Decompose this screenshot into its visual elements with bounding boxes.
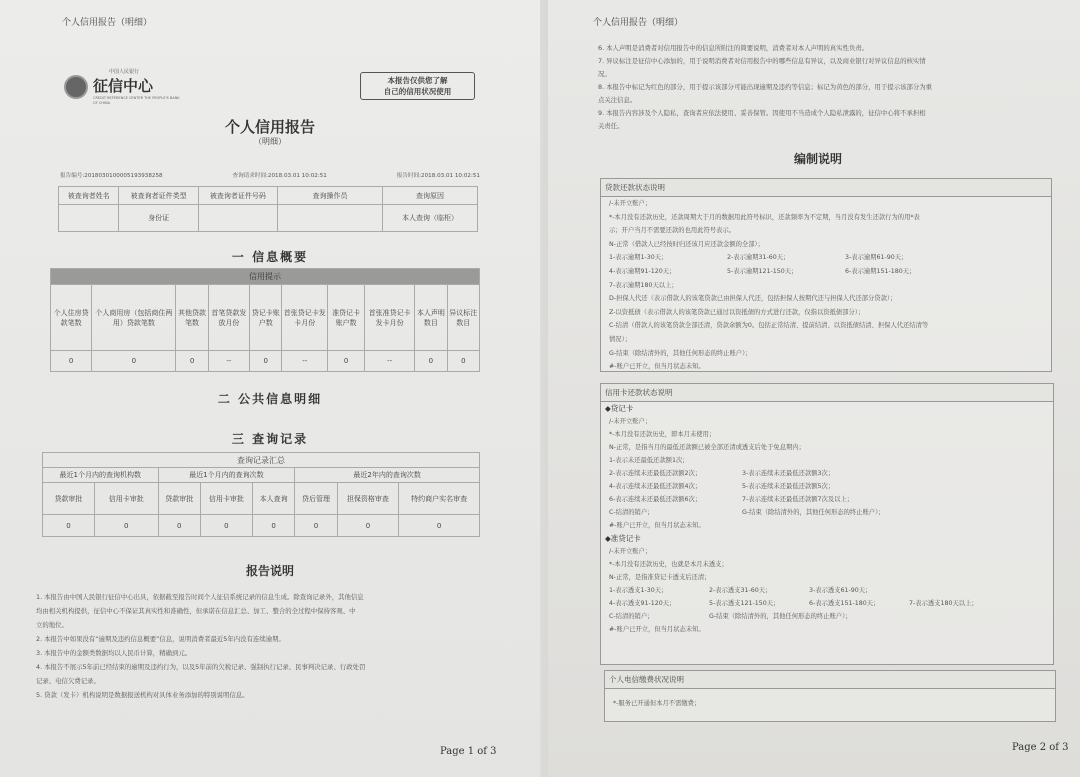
table-cell — [198, 205, 277, 232]
table-header: 查询原因 — [383, 187, 478, 205]
table-cell: 0 — [252, 515, 294, 537]
report-notes — [598, 42, 932, 133]
query-time: 查询请求时间:2018.03.01 10:02:51 — [232, 173, 327, 179]
table-header: 特约商户实名审查 — [399, 483, 480, 515]
status-code: 5-表示透支121-150天； — [709, 600, 780, 607]
stamp-line: 自己的信用状况使用 — [383, 87, 452, 96]
status-code: 7-表示连续未还最低还款额7次及以上； — [742, 496, 854, 503]
table-header: 贷款审批 — [43, 483, 95, 515]
status-code: 1-表示逾期1-30天； — [609, 254, 668, 262]
table-cell — [278, 205, 383, 232]
table-cell: -- — [282, 351, 328, 372]
report-title: 个人信用报告 — [224, 118, 315, 136]
box-line — [601, 480, 1053, 493]
box-line: #-账户已开立，但当月状态未知。 — [609, 626, 705, 633]
table-cell: -- — [208, 351, 249, 372]
inquiry-summary-table — [42, 452, 480, 537]
stamp-line: 本报告仅供您了解 — [387, 76, 448, 85]
table-cell: 0 — [447, 351, 479, 372]
table-cell: 0 — [399, 515, 480, 537]
table-header: 其他贷款笔数 — [176, 285, 208, 351]
note-line: 记录、电信欠费记录。 — [36, 677, 100, 685]
table-band: 查询记录汇总 — [43, 453, 480, 468]
report-number: 报告编号:2018030100005193938258 — [60, 173, 163, 179]
table-header: 本人查询 — [252, 483, 294, 515]
box-line: /-未开立账户； — [609, 200, 652, 207]
box-line: 7-表示逾期180天以上； — [609, 281, 678, 289]
table-header: 信用卡审批 — [94, 483, 158, 515]
query-info-table — [58, 186, 478, 232]
card-status-box — [600, 383, 1054, 665]
notes-title: 报告说明 — [245, 564, 294, 578]
note-line: 5. 贷款（发卡）机构说明是数据报送机构对具体业务添加的特别说明信息。 — [36, 691, 249, 699]
note-line: 8. 本报告中标记为红色的部分，用于提示该部分可能出现逾期及违约等信息；标记为黄色的部分，用于提示该部分为重 — [598, 83, 933, 91]
box-line: Z-以资抵债（表示借款人的该笔贷款已通过以资抵债的方式进行还款，仅指以资抵债部分）； — [609, 308, 865, 316]
status-code: G-结束（除结清外的，其他任何形态的终止账户）； — [709, 613, 852, 620]
note-line: 关责任。 — [598, 122, 624, 130]
subsection-title: ◆贷记卡 — [605, 404, 634, 413]
box-line: N-正常（借款人已经按时归还该月应还款金额的全部）； — [609, 240, 764, 248]
box-title: 信用卡还款状态说明 — [601, 384, 1053, 402]
note-line: 点关注信息。 — [598, 96, 637, 104]
box-title: 个人电信缴费状况说明 — [605, 671, 1055, 689]
table-cell: 0 — [92, 351, 176, 372]
note-line: 2. 本报告中如果没有“逾期及违约信息概要”信息，说明消费者最近5年内没有连续逾期。 — [36, 635, 285, 643]
status-code: G-结束（除结清外的，其他任何形态的终止账户）； — [742, 509, 885, 516]
note-line: 均由相关机构提供，征信中心不保证其真实性和准确性，但承诺在信息汇总、加工、整合的全过程中保持客观、中 — [36, 607, 356, 615]
table-header: 本人声明数目 — [415, 285, 447, 351]
status-code: 3-表示连续未还最低还款额3次； — [742, 470, 835, 477]
loan-status-box — [600, 178, 1052, 372]
table-cell: 0 — [295, 515, 337, 537]
status-code: 1-表示透支1-30天； — [609, 587, 668, 594]
table-header: 担保资格审查 — [337, 483, 399, 515]
box-line: 情况）； — [609, 335, 632, 343]
subsection-title: ◆准贷记卡 — [605, 534, 641, 543]
box-line: C-结清（借款人的该笔贷款全部还清，贷款余额为0。包括正常结清、提前结清、以资抵债结清、担保人代还结清等 — [609, 322, 929, 330]
table-header: 信用卡审批 — [200, 483, 252, 515]
status-code: 4-表示连续未还最低还款额4次； — [609, 483, 702, 490]
table-cell: 0 — [158, 515, 200, 537]
status-code: 3-表示逾期61-90天； — [845, 254, 908, 262]
compile-title: 编制说明 — [793, 152, 842, 166]
table-header: 被查询者姓名 — [59, 187, 119, 205]
table-header: 异议标注数目 — [447, 285, 479, 351]
box-line: *-本月没有还款历史，即本月未使用； — [609, 431, 716, 438]
table-cell: 0 — [200, 515, 252, 537]
credit-summary-table — [50, 268, 480, 372]
table-cell: 本人查询（临柜） — [383, 205, 478, 232]
table-band: 信用提示 — [51, 269, 480, 285]
telecom-status-box — [604, 670, 1056, 722]
note-line: 9. 本报告内容涉及个人隐私，查询者应依法使用、妥善保管。因使用不当造成个人隐私泄露的，征信中心将不承担相 — [598, 109, 926, 117]
box-line — [601, 467, 1053, 480]
table-header: 首张贷记卡发卡月份 — [282, 285, 328, 351]
box-line: #-账户已开立，但当月状态未知。 — [609, 363, 705, 371]
box-line — [601, 506, 1053, 519]
note-line: 立的地位。 — [36, 621, 68, 629]
box-line: D-担保人代还（表示借款人的该笔贷款已由担保人代还，包括担保人按期代还与担保人代还部分贷款）； — [609, 295, 897, 303]
status-code: 5-表示连续未还最低还款额5次； — [742, 483, 835, 490]
note-line: 6. 本人声明是消费者对信用报告中的信息所附注的简要说明，消费者对本人声明的真实性负责。 — [598, 44, 869, 52]
status-code: 6-表示透支151-180天； — [809, 600, 880, 607]
box-line: /-未开立账户； — [609, 418, 652, 425]
note-line: 1. 本报告由中国人民银行征信中心出具，依据截至报告时间个人征信系统记录的信息生成。除查询记录外，其他信息 — [36, 593, 364, 601]
logo-emblem-icon — [64, 75, 88, 99]
box-line — [601, 610, 1053, 623]
table-header: 个人商用房（包括商住两用）贷款笔数 — [92, 285, 176, 351]
status-code: 3-表示透支61-90天； — [809, 587, 872, 594]
box-line: N-正常，是指当月的最低还款额已被全部还清或透支后处于免息期内； — [609, 444, 805, 451]
table-cell: 0 — [250, 351, 282, 372]
table-header: 被查询者证件号码 — [198, 187, 277, 205]
table-cell: 0 — [337, 515, 399, 537]
page-header: 个人信用报告（明细） — [593, 18, 684, 28]
status-code: 2-表示透支31-60天； — [709, 587, 772, 594]
box-title: 贷款还款状态说明 — [601, 179, 1051, 197]
table-header: 查询操作员 — [278, 187, 383, 205]
logo-name: 征信中心 — [93, 77, 154, 95]
table-cell: -- — [364, 351, 414, 372]
box-line — [601, 597, 1053, 610]
note-line: 3. 本报告中的金额类数据均以人民币计算，精确到元。 — [36, 649, 192, 657]
section-title: 一 信息概要 — [231, 250, 309, 264]
table-cell — [59, 205, 119, 232]
box-line: 示；开户当月不需要还款的也用此符号表示。 — [609, 227, 735, 235]
table-cell: 0 — [176, 351, 208, 372]
status-code: 2-表示逾期31-60天； — [727, 254, 790, 262]
logo-small-text: 中国人民银行 — [109, 69, 140, 75]
table-cell: 0 — [51, 351, 92, 372]
note-line: 况。 — [598, 70, 611, 78]
box-line: *-本月没有还款历史，也就是本月未透支； — [609, 561, 728, 568]
status-code: 4-表示透支91-120天； — [609, 600, 676, 607]
box-line: 1-表示未还最低还款额1次； — [609, 457, 689, 464]
status-code: C-结清的销户； — [609, 509, 654, 516]
box-line: *-服务已开通但本月不需缴费； — [613, 700, 701, 707]
box-line: /-未开立账户； — [609, 548, 652, 555]
status-code: 7-表示透支180天以上； — [909, 600, 978, 607]
table-header: 首张准贷记卡发卡月份 — [364, 285, 414, 351]
section-title: 二 公共信息明细 — [217, 392, 323, 406]
status-code: 6-表示逾期151-180天； — [845, 267, 916, 275]
table-header: 准贷记卡账户数 — [328, 285, 365, 351]
status-code: 2-表示连续未还最低还款额2次； — [609, 470, 702, 477]
page-number: Page 2 of 3 — [1012, 742, 1069, 753]
report-meta — [60, 171, 480, 179]
box-line — [601, 584, 1053, 597]
report-time: 报告时间:2018.03.01 10:02:51 — [396, 173, 480, 179]
credit-center-logo — [64, 68, 183, 106]
page-header: 个人信用报告（明细） — [62, 18, 153, 28]
report-page-2 — [548, 0, 1080, 777]
logo-en-text: CREDIT REFERENCE CENTER THE PEOPLE'S BANK OF CHINA — [93, 96, 180, 105]
table-group-header: 最近1个月内的查询次数 — [158, 468, 295, 483]
status-code: 4-表示逾期91-120天； — [609, 267, 676, 275]
box-line: #-账户已开立，但当月状态未知。 — [609, 522, 705, 529]
note-line: 4. 本报告不展示5年前已经结束的逾期及违约行为，以及5年前的欠税记录、强制执行记录、民事判决记录、行政处罚 — [36, 663, 366, 671]
table-cell: 身份证 — [119, 205, 198, 232]
table-header: 个人住房贷款笔数 — [51, 285, 92, 351]
box-line — [601, 265, 1051, 279]
table-header: 贷后管理 — [295, 483, 337, 515]
table-header: 贷款审批 — [158, 483, 200, 515]
table-group-header: 最近2年内的查询次数 — [295, 468, 480, 483]
table-cell: 0 — [328, 351, 365, 372]
table-group-header: 最近1个月内的查询机构数 — [43, 468, 159, 483]
status-code: 5-表示逾期121-150天； — [727, 267, 798, 275]
box-line — [601, 493, 1053, 506]
table-cell: 0 — [415, 351, 447, 372]
box-line — [601, 251, 1051, 265]
report-notes — [36, 590, 365, 702]
box-line: *-本月没有还款历史，还款周期大于月的数据用此符号标识，还款频率为不定期，当月没有发生还款行为的用*表 — [609, 213, 920, 221]
usage-stamp — [360, 72, 475, 100]
table-cell: 0 — [94, 515, 158, 537]
box-line: N-正常，是指准贷记卡透支后还清； — [609, 574, 711, 581]
report-subtitle: （明细） — [254, 137, 286, 146]
note-line: 7. 异议标注是征信中心添加的，用于说明消费者对信用报告中的哪些信息有异议，以及商业银行对异议信息的核实情 — [598, 57, 926, 65]
status-code: 6-表示连续未还最低还款额6次； — [609, 496, 702, 503]
table-cell: 0 — [43, 515, 95, 537]
box-line: G-结束（除结清外的，其他任何形态的终止账户）； — [609, 349, 752, 357]
table-header: 首笔贷款发放月份 — [208, 285, 249, 351]
section-title: 三 查询记录 — [231, 432, 309, 446]
table-header: 贷记卡账户数 — [250, 285, 282, 351]
page-number: Page 1 of 3 — [440, 746, 497, 757]
table-header: 被查询者证件类型 — [119, 187, 198, 205]
status-code: C-结清的销户； — [609, 613, 654, 620]
